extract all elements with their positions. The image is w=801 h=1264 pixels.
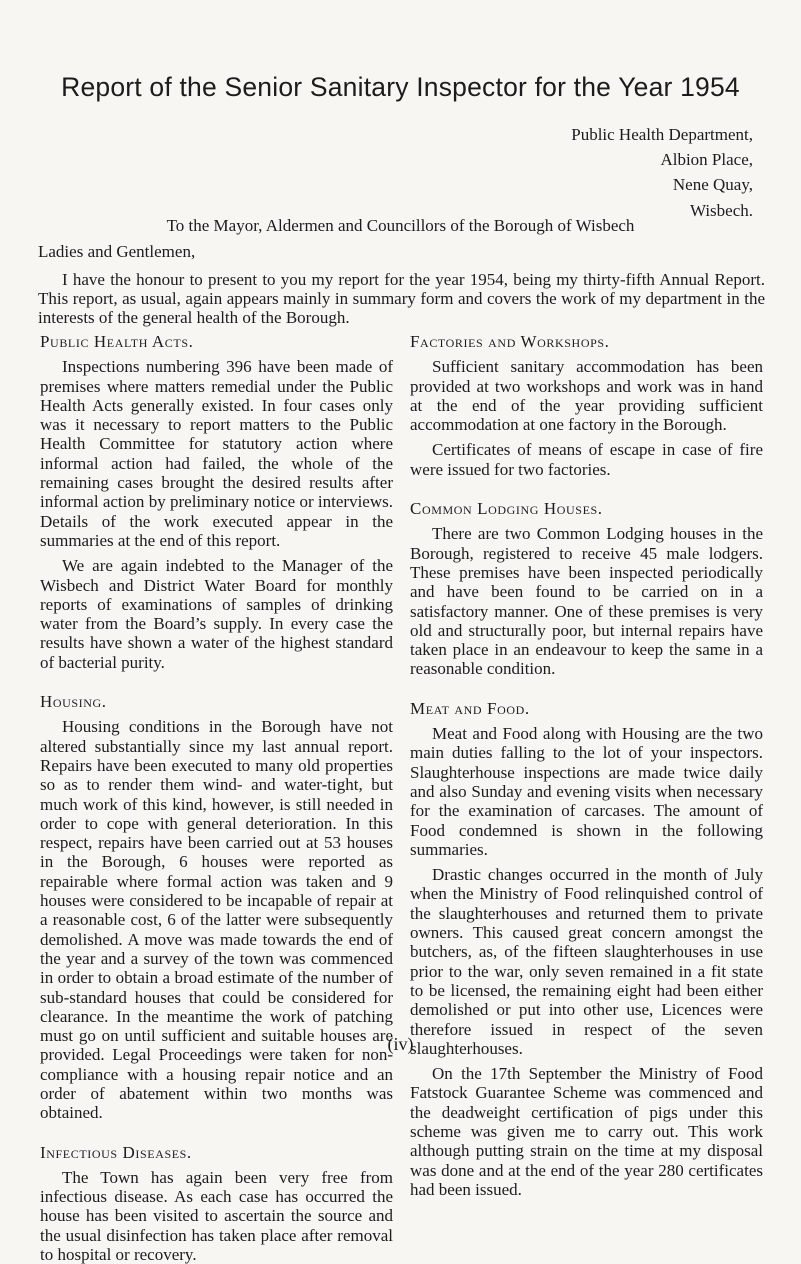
- intro-paragraph: [38, 270, 765, 327]
- section-public-health: [40, 332, 393, 672]
- address-line: Albion Place,: [660, 150, 753, 170]
- section-paragraph: Inspections numbering 396 have been made of premises where matters remedial under the Public Health Acts generally existed. In four cases only was it necessary to report matters to the Public Health Committee for statutory action where informal action had failed, the whole of the remaining cases brought the desired results after informal action by preliminary notice or interviews. Details of the work executed appear in the summaries at the end of this report.: [40, 357, 393, 550]
- address-line: Wisbech.: [689, 200, 753, 220]
- section-paragraph: Housing conditions in the Borough have not altered substantially since my last annual report. Repairs have been executed to many old properties so as to render them wind- and water-tight, but much work of this kind, however, is still needed in order to cope with general deterioration. In this respect, repairs have been carried out at 53 houses in the Borough, 6 houses were reported as repairable where formal action was taken and 9 houses were considered to be incapable of repair at a reasonable cost, 6 of the latter were subsequently demolished. A move was made towards the end of the year and a survey of the town was commenced in order to obtain a broad estimate of the number of sub-standard houses that could be considered for clearance. In the meantime the work of patching must go on until sufficient and suitable houses are provided. Legal Proceedings were taken for non-compliance with a housing repair notice and an order of abatement within two months was obtained.: [40, 717, 393, 1123]
- section-heading: Public Health Acts.: [40, 332, 194, 351]
- section-paragraph: There are two Common Lodging houses in the Borough, registered to receive 45 male lodgers. These premises have been inspected periodically and have been found to be carried on in a satisfactory manner. One of these premises is very old and structurally poor, but internal repairs have taken place in an endeavour to keep the same in a reasonable condition.: [410, 524, 763, 679]
- section-paragraph: On the 17th September the Ministry of Food Fatstock Guarantee Scheme was commenced and the deadweight certification of pigs under this scheme was given me to carry out. This work although putting strain on the time at my disposal was done and at the end of the year 280 certificates had been issued.: [410, 1064, 763, 1199]
- left-column: [40, 332, 393, 1264]
- page-number: (iv): [387, 1034, 414, 1054]
- sender-address: [571, 122, 753, 223]
- section-heading: Meat and Food.: [410, 698, 530, 718]
- section-paragraph: Certificates of means of escape in case of fire were issued for two factories.: [410, 440, 763, 479]
- section-heading: Factories and Workshops.: [410, 332, 610, 351]
- section-infectious-diseases: [40, 1143, 393, 1264]
- section-meat-food: [410, 699, 763, 1199]
- section-factories: [410, 332, 763, 479]
- section-paragraph: We are again indebted to the Manager of the Wisbech and District Water Board for monthly reports of examinations of samples of drinking water from the Board’s supply. In every case the results have shown a water of the highest standard of bacterial purity.: [40, 556, 393, 672]
- section-heading: Infectious Diseases.: [40, 1142, 192, 1162]
- section-heading: Common Lodging Houses.: [410, 499, 603, 519]
- salutation: Ladies and Gentlemen,: [38, 242, 196, 261]
- section-common-lodging: [410, 499, 763, 679]
- right-column: [410, 332, 763, 1199]
- section-paragraph: Meat and Food along with Housing are the two main duties falling to the lot of your inspectors. Slaughterhouse inspections are made twice daily and also Sunday and evening visits when necessary for the examination of carcases. The amount of Food condemned is shown in the following summaries.: [410, 724, 763, 859]
- section-housing: [40, 692, 393, 1123]
- address-line: Public Health Department,: [571, 125, 753, 144]
- addressee-line: To the Mayor, Aldermen and Councillors of the Borough of Wisbech: [166, 216, 635, 235]
- report-title: Report of the Senior Sanitary Inspector for the Year 1954: [61, 72, 740, 102]
- section-paragraph: The Town has again been very free from infectious disease. As each case has occurred the house has been visited to ascertain the source and the usual disinfection has taken place after removal to hospital or recovery.: [40, 1167, 393, 1264]
- section-paragraph: Drastic changes occurred in the month of July when the Ministry of Food relinquished control of the slaughterhouses and returned them to private owners. This caused great concern amongst the butchers, as, of the fifteen slaughterhouses in use prior to the war, only seven remained in a fit state to be licensed, the remaining eight had been either demolished or put into other use, Licences were therefore issued in respect of the seven slaughterhouses.: [410, 865, 763, 1058]
- address-line: Nene Quay,: [672, 175, 753, 195]
- intro-text: I have the honour to present to you my report for the year 1954, being my thirty-fifth Annual Report. This report, as usual, again appears mainly in summary form and covers the work of my department in the interests of the general health of the Borough.: [38, 270, 765, 327]
- section-paragraph: Sufficient sanitary accommodation has been provided at two workshops and work was in hand at the end of the year providing sufficient accommodation at one factory in the Borough.: [410, 357, 763, 435]
- section-heading: Housing.: [40, 692, 107, 712]
